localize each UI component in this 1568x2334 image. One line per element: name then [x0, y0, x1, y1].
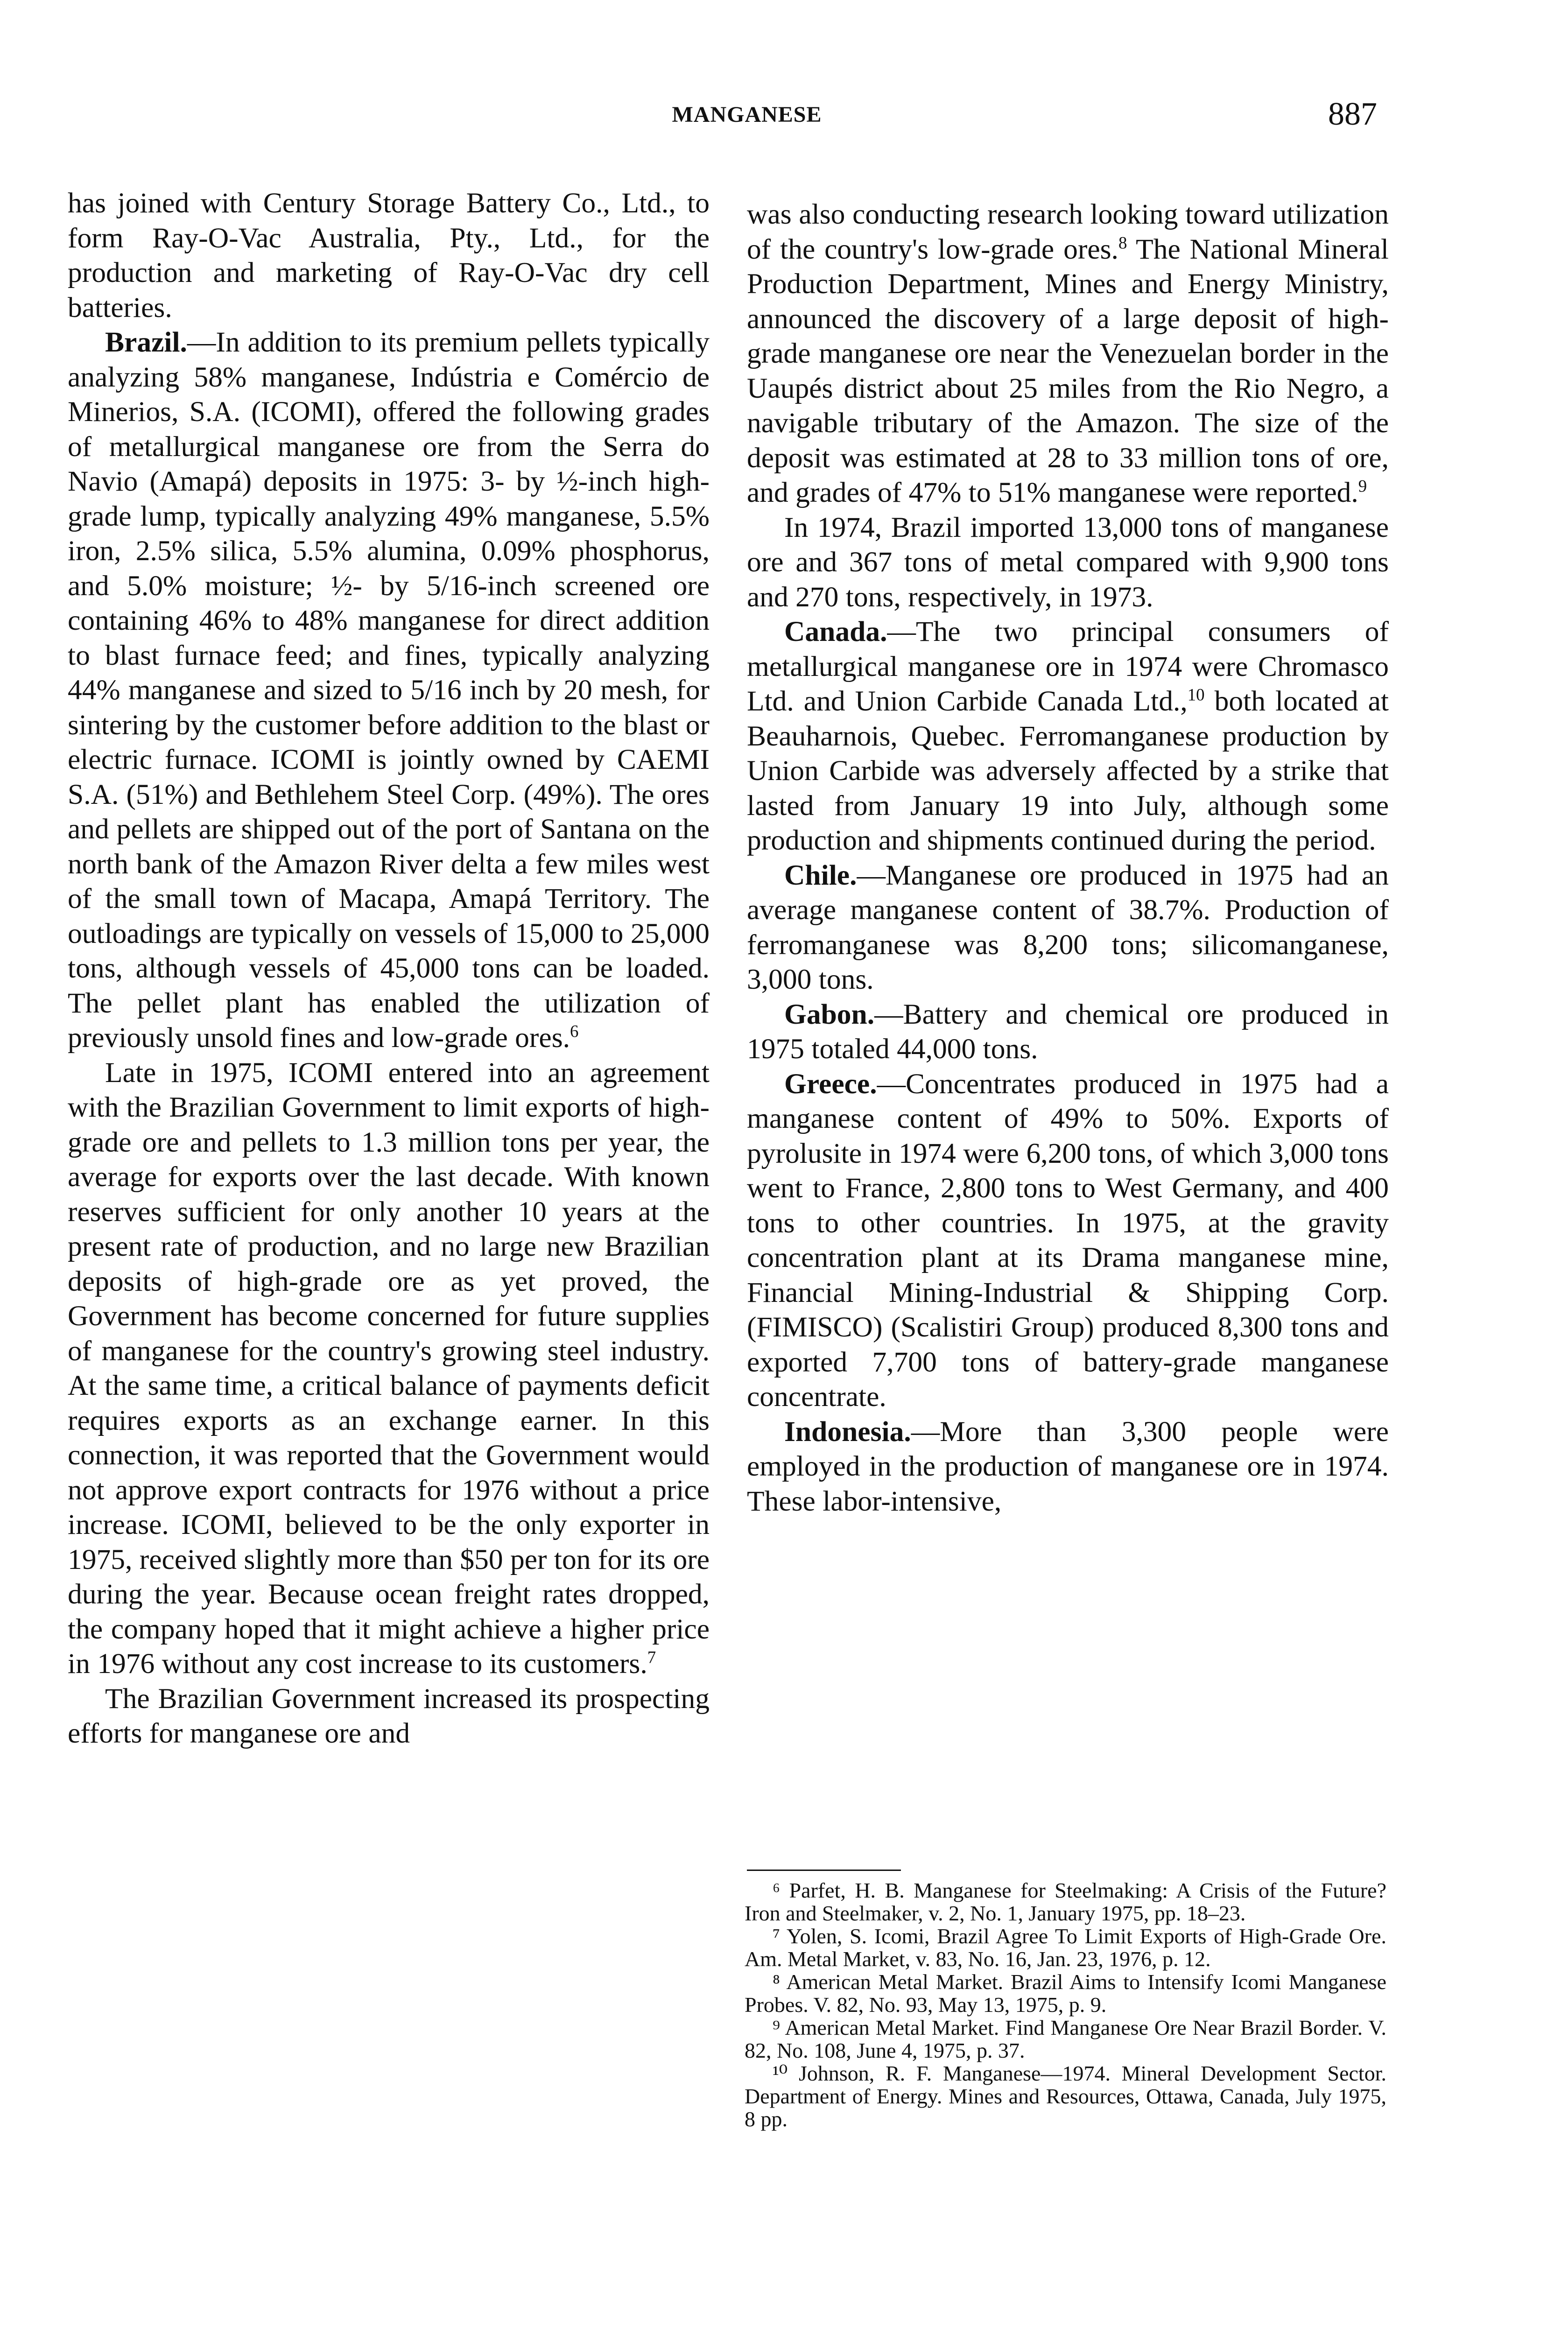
footnote-10: ¹⁰ Johnson, R. F. Manganese—1974. Mineral Development Sector. Department of Energy. Mines and Resources, Ottawa, Canada, July 1975, 8 pp. — [745, 2061, 1386, 2131]
paragraph-text: —The two principal consumers of metallurgical manganese ore in 1974 were Chromasco Ltd. and Union Carbide Canada Ltd., — [747, 616, 1389, 717]
paragraph-text: —Battery and chemical ore produced in 1975 totaled 44,000 tons. — [747, 998, 1389, 1065]
paragraph-text: Late in 1975, ICOMI entered into an agreement with the Brazilian Government to limit exports of high-grade ore and pellets to 1.3 million tons per year, the average for exports over the last decade. With known reserves sufficient for only another 10 years at the present rate of production, and no large new Brazilian deposits of high-grade ore as yet proved, the Government has become concerned for future supplies of manganese for the country's growing steel industry. At the same time, a critical balance of payments deficit requires exports as an exchange earner. In this connection, it was reported that the Government would not approve export contracts for 1976 without a price increase. ICOMI, believed to be the only exporter in 1975, received slightly more than $50 per ton for its ore during the year. Because ocean freight rates dropped, the company hoped that it might achieve a higher price in 1976 without any cost increase to its customers. — [68, 1056, 710, 1680]
footnote-8: ⁸ American Metal Market. Brazil Aims to Intensify Icomi Manganese Probes. V. 82, No. 93, May 13, 1975, p. 9. — [745, 1970, 1386, 2017]
footnote-9: ⁹ American Metal Market. Find Manganese Ore Near Brazil Border. V. 82, No. 108, June 4, 1975, p. 37. — [745, 2016, 1386, 2062]
paragraph-text: both located at Beauharnois, Quebec. Ferromanganese production by Union Carbide was adversely affected by a strike that lasted from January 19 into July, although some production and shipments continued during the period. — [747, 685, 1389, 856]
paragraph-text: —Concentrates produced in 1975 had a manganese content of 49% to 50%. Exports of pyrolusite in 1974 were 6,200 tons, of which 3,000 tons went to France, 2,800 tons to West Germany, and 400 tons to other countries. In 1975, at the gravity concentration plant at its Drama manganese mine, Financial Mining-Industrial & Shipping Corp. (FIMISCO) (Scalistiri Group) produced 8,300 tons and exported 7,700 tons of battery-grade manganese concentrate. — [747, 1068, 1389, 1413]
footnote-6: ⁶ Parfet, H. B. Manganese for Steelmaking: A Crisis of the Future? Iron and Steelmaker, v. 2, No. 1, January 1975, pp. 18–23. — [745, 1878, 1386, 1925]
left-column — [68, 186, 710, 1751]
page-number: 887 — [1328, 96, 1377, 132]
paragraph-gabon — [747, 997, 1389, 1067]
country-heading: Canada. — [784, 616, 887, 647]
paragraph-text: —More than 3,300 people were employed in the production of manganese ore in 1974. These labor-intensive, — [747, 1415, 1389, 1517]
footnote-ref: 7 — [647, 1647, 656, 1667]
paragraph: In 1974, Brazil imported 13,000 tons of manganese ore and 367 tons of metal compared with 9,900 tons and 270 tons, respectively, in 1973. — [747, 511, 1389, 613]
country-heading: Brazil. — [105, 326, 187, 358]
paragraph-brazil — [68, 325, 710, 1055]
right-column — [747, 197, 1389, 1519]
footnote-ref: 8 — [1118, 233, 1127, 252]
footnotes — [745, 1879, 1386, 2130]
country-heading: Greece. — [784, 1068, 877, 1100]
paragraph — [747, 197, 1389, 510]
paragraph-canada — [747, 614, 1389, 858]
paragraph-text: —Manganese ore produced in 1975 had an average manganese content of 38.7%. Production of ferromanganese was 8,200 tons; silicomanganese, 3,000 tons. — [747, 859, 1389, 995]
footnote-divider — [747, 1870, 901, 1871]
paragraph-text: was also conducting research looking toward utilization of the country's low-grade ores. — [747, 198, 1389, 265]
paragraph-chile — [747, 858, 1389, 997]
paragraph-indonesia — [747, 1414, 1389, 1519]
paragraph: has joined with Century Storage Battery Co., Ltd., to form Ray-O-Vac Australia, Pty., Ltd., for the production and marketing of Ray-O-Vac dry cell batteries. — [68, 187, 710, 323]
running-head: MANGANESE — [672, 102, 822, 127]
paragraph: The Brazilian Government increased its prospecting efforts for manganese ore and — [68, 1682, 710, 1749]
paragraph-text: The National Mineral Production Department, Mines and Energy Ministry, announced the discovery of a large deposit of high-grade manganese ore near the Venezuelan border in the Uaupés district about 25 miles from the Rio Negro, a navigable tributary of the Amazon. The size of the deposit was estimated at 28 to 33 million tons of ore, and grades of 47% to 51% manganese were reported. — [747, 233, 1389, 508]
footnote-ref: 9 — [1358, 476, 1367, 496]
country-heading: Chile. — [784, 859, 857, 891]
paragraph-greece — [747, 1067, 1389, 1414]
country-heading: Gabon. — [784, 998, 875, 1030]
footnote-7: ⁷ Yolen, S. Icomi, Brazil Agree To Limit Exports of High-Grade Ore. Am. Metal Market, v. 83, No. 16, Jan. 23, 1976, p. 12. — [745, 1924, 1386, 1971]
footnote-ref: 10 — [1187, 685, 1205, 704]
paragraph-text: —In addition to its premium pellets typically analyzing 58% manganese, Indústria e Comércio de Minerios, S.A. (ICOMI), offered the following grades of metallurgical manganese ore from the Serra do Navio (Amapá) deposits in 1975: 3- by ½-inch high-grade lump, typically analyzing 49% manganese, 5.5% iron, 2.5% silica, 5.5% alumina, 0.09% phosphorus, and 5.0% moisture; ½- by 5/16-inch screened ore containing 46% to 48% manganese for direct addition to blast furnace feed; and fines, typically analyzing 44% manganese and sized to 5/16 inch by 20 mesh, for sintering by the customer before addition to the blast or electric furnace. ICOMI is jointly owned by CAEMI S.A. (51%) and Bethlehem Steel Corp. (49%). The ores and pellets are shipped out of the port of Santana on the north bank of the Amazon River delta a few miles west of the small town of Macapa, Amapá Territory. The outloadings are typically on vessels of 15,000 to 25,000 tons, although vessels of 45,000 tons can be loaded. The pellet plant has enabled the utilization of previously unsold fines and low-grade ores. — [68, 326, 710, 1054]
paragraph — [68, 1055, 710, 1681]
country-heading: Indonesia. — [784, 1415, 911, 1448]
footnote-ref: 6 — [570, 1021, 579, 1041]
